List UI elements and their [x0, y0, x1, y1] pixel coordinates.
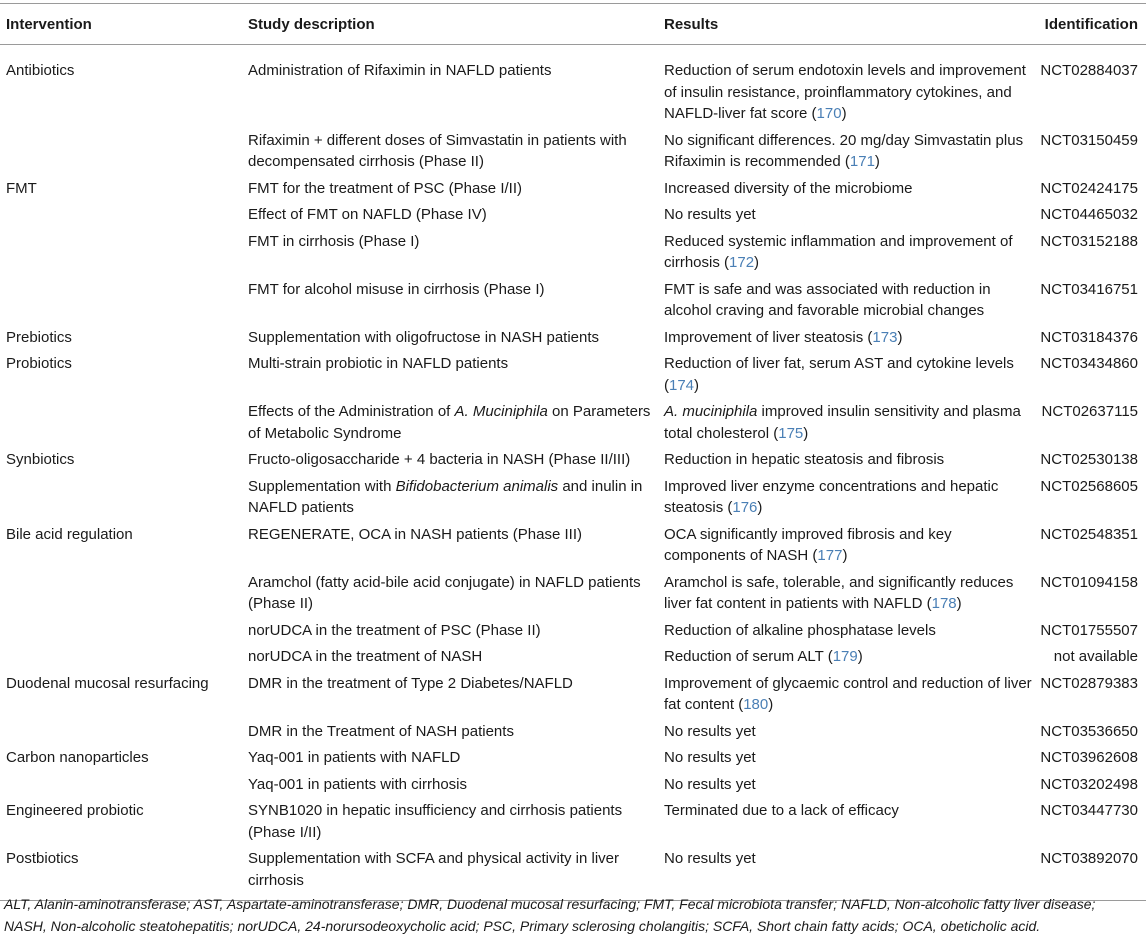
text-segment: Aramchol (fatty acid-bile acid conjugate) in NAFLD patients (Phase II): [248, 573, 641, 612]
cell-intervention: Antibiotics: [6, 62, 75, 79]
cell-identification: NCT02637115: [1041, 403, 1138, 420]
cell-results: [658, 620, 1036, 647]
text-segment: norUDCA in the treatment of PSC (Phase II): [248, 621, 541, 639]
table-row: [0, 747, 1146, 774]
cell-study-description: [242, 646, 658, 673]
text-segment: No results yet: [664, 722, 756, 740]
cell-intervention: [0, 401, 242, 449]
text-segment: Supplementation with: [248, 477, 396, 495]
text-segment: on Parameters of Metabolic Syndrome: [248, 403, 651, 442]
cell-identification: NCT03962608: [1040, 749, 1138, 766]
cell-intervention: [0, 721, 242, 748]
cell-results: [658, 673, 1036, 721]
cell-results: [658, 178, 1036, 205]
cell-study-description: [242, 231, 658, 279]
cell-results: [658, 721, 1036, 748]
cell-identification: NCT03434860: [1040, 355, 1138, 372]
text-segment: Reduction of serum endotoxin levels and improvement of insulin resistance, proinflammatory cytokines, and NAFLD-liver fat score (: [664, 62, 1026, 122]
text-segment: Reduction in hepatic steatosis and fibrosis: [664, 451, 945, 468]
text-segment: norUDCA in the treatment of NASH: [248, 648, 483, 665]
table-row: [0, 449, 1146, 476]
text-segment: REGENERATE, OCA in NASH patients (Phase III): [248, 525, 582, 543]
table-row: [0, 45, 1146, 130]
text-segment: SYNB1020 in hepatic insufficiency and cirrhosis patients (Phase I/II): [248, 802, 623, 841]
text-segment: Aramchol is safe, tolerable, and significantly reduces liver fat content in patients with NAFLD (: [664, 573, 1014, 612]
cell-study-description: [242, 449, 658, 476]
cell-study-description: [242, 353, 658, 401]
cell-identification: NCT02884037: [1040, 62, 1138, 79]
table-row: [0, 476, 1146, 524]
italic-text: A. Muciniphila: [454, 403, 548, 420]
cell-results: [658, 572, 1036, 620]
text-segment: Increased diversity of the microbiome: [664, 179, 913, 197]
header-intervention: Intervention: [0, 4, 242, 45]
text-segment: OCA significantly improved fibrosis and key components of NASH (: [664, 525, 952, 564]
text-segment: Reduction of alkaline phosphatase levels: [664, 621, 936, 639]
cell-intervention: [0, 279, 242, 327]
cell-study-description: [242, 572, 658, 620]
cell-identification: NCT02424175: [1040, 179, 1138, 197]
text-segment: Reduced systemic inflammation and improvement of cirrhosis (: [664, 232, 1013, 271]
header-study-description: Study description: [242, 4, 658, 45]
table-row: [0, 178, 1146, 205]
cell-results: [658, 449, 1036, 476]
reference-link[interactable]: 179: [832, 648, 858, 665]
cell-identification: NCT02879383: [1040, 674, 1138, 692]
table-row: [0, 353, 1146, 401]
cell-intervention: [0, 572, 242, 620]
cell-study-description: [242, 204, 658, 231]
cell-intervention: Synbiotics: [6, 451, 75, 468]
table-row: [0, 279, 1146, 327]
cell-intervention: [0, 620, 242, 647]
cell-intervention: Bile acid regulation: [6, 525, 133, 543]
text-segment: No significant differences. 20 mg/day Simvastatin plus Rifaximin is recommended (: [664, 131, 1024, 170]
reference-link[interactable]: 171: [849, 153, 875, 170]
text-segment: Effects of the Administration of: [248, 403, 455, 420]
cell-study-description: [242, 45, 658, 130]
table-row: [0, 231, 1146, 279]
cell-study-description: [242, 279, 658, 327]
clinical-trials-table: [0, 3, 1146, 900]
cell-identification: NCT03202498: [1040, 775, 1138, 793]
text-segment: Reduction of serum ALT (: [664, 648, 833, 665]
text-segment: Improvement of liver steatosis (: [664, 328, 873, 346]
cell-study-description: [242, 130, 658, 178]
cell-study-description: [242, 178, 658, 205]
text-segment: ): [874, 153, 880, 170]
table-row: [0, 204, 1146, 231]
cell-study-description: [242, 327, 658, 354]
text-segment: and inulin in NAFLD patients: [248, 477, 643, 516]
text-segment: Improvement of glycaemic control and reduction of liver fat content (: [664, 674, 1032, 713]
text-segment: improved insulin sensitivity and plasma total cholesterol (: [664, 403, 1021, 442]
cell-identification: not available: [1053, 648, 1138, 665]
cell-study-description: [242, 800, 658, 848]
text-segment: ): [694, 376, 700, 394]
text-segment: ): [842, 547, 848, 564]
cell-study-description: [242, 620, 658, 647]
table-footnote: ALT, Alanin-aminotransferase; AST, Aspartate-aminotransferase; DMR, Duodenal mucosal resurfacing; FMT, Fecal microbiota transfer; NAFLD, Non-alcoholic fatty liver disease; NASH, Non-alcoholic steatohepatitis; norUDCA, 24-norursodeoxycholic acid; PSC, Primary sclerosing cholangitis; SCFA, Short chain fatty acids; OCA, obeticholic acid.: [4, 896, 1096, 934]
cell-identification: NCT03152188: [1040, 232, 1138, 250]
text-segment: Yaq-001 in patients with NAFLD: [248, 749, 461, 766]
cell-identification: NCT04465032: [1040, 206, 1138, 223]
cell-identification: NCT02548351: [1040, 525, 1138, 543]
text-segment: ): [841, 105, 847, 122]
text-segment: No results yet: [664, 775, 756, 793]
table-row: [0, 327, 1146, 354]
text-segment: No results yet: [664, 850, 756, 867]
text-segment: Effect of FMT on NAFLD (Phase IV): [248, 206, 487, 223]
cell-results: [658, 774, 1036, 801]
table-row: [0, 401, 1146, 449]
cell-results: [658, 476, 1036, 524]
cell-results: [658, 747, 1036, 774]
table-row: [0, 130, 1146, 178]
text-segment: No results yet: [664, 749, 756, 766]
text-segment: FMT in cirrhosis (Phase I): [248, 232, 420, 250]
cell-identification: NCT03150459: [1040, 131, 1138, 149]
cell-intervention: Probiotics: [6, 355, 72, 372]
table-row: [0, 774, 1146, 801]
cell-intervention: [0, 231, 242, 279]
text-segment: FMT is safe and was associated with reduction in alcohol craving and favorable microbial changes: [664, 280, 991, 319]
cell-intervention: Engineered probiotic: [6, 802, 144, 819]
italic-text: A. muciniphila: [664, 403, 758, 420]
cell-intervention: [0, 774, 242, 801]
cell-study-description: [242, 673, 658, 721]
text-segment: ): [857, 648, 863, 665]
table-row: [0, 721, 1146, 748]
text-segment: ): [757, 499, 763, 516]
cell-results: [658, 45, 1036, 130]
text-segment: ): [768, 696, 774, 713]
text-segment: DMR in the Treatment of NASH patients: [248, 722, 514, 740]
reference-link[interactable]: 176: [732, 499, 758, 516]
reference-link[interactable]: 173: [872, 328, 898, 346]
cell-results: [658, 353, 1036, 401]
text-segment: Fructo-oligosaccharide + 4 bacteria in NASH (Phase II/III): [248, 451, 631, 468]
text-segment: Multi-strain probiotic in NAFLD patients: [248, 355, 509, 372]
reference-link[interactable]: 170: [816, 105, 842, 122]
cell-identification: NCT03892070: [1040, 850, 1138, 867]
reference-link[interactable]: 174: [669, 376, 695, 394]
cell-results: [658, 646, 1036, 673]
text-segment: Yaq-001 in patients with cirrhosis: [248, 775, 467, 793]
reference-link[interactable]: 178: [931, 595, 957, 612]
cell-intervention: Postbiotics: [6, 850, 79, 867]
text-segment: FMT for alcohol misuse in cirrhosis (Phase I): [248, 280, 545, 298]
cell-identification: NCT03184376: [1040, 328, 1138, 346]
cell-results: [658, 204, 1036, 231]
text-segment: No results yet: [664, 206, 756, 223]
text-segment: FMT for the treatment of PSC (Phase I/II): [248, 179, 522, 197]
cell-intervention: [0, 130, 242, 178]
cell-study-description: [242, 747, 658, 774]
header-results: Results: [658, 4, 1036, 45]
cell-results: [658, 231, 1036, 279]
text-segment: Administration of Rifaximin in NAFLD patients: [248, 62, 552, 79]
cell-intervention: [0, 476, 242, 524]
cell-intervention: [0, 646, 242, 673]
cell-identification: NCT01094158: [1040, 573, 1138, 591]
cell-study-description: [242, 774, 658, 801]
text-segment: DMR in the treatment of Type 2 Diabetes/NAFLD: [248, 674, 573, 692]
cell-results: [658, 401, 1036, 449]
cell-intervention: [0, 204, 242, 231]
text-segment: ): [897, 328, 903, 346]
italic-text: Bifidobacterium animalis: [395, 477, 559, 495]
table-row: [0, 524, 1146, 572]
cell-intervention: FMT: [6, 179, 37, 197]
cell-results: [658, 524, 1036, 572]
cell-results: [658, 327, 1036, 354]
table-body: [0, 45, 1146, 901]
text-segment: Supplementation with SCFA and physical activity in liver cirrhosis: [248, 850, 620, 889]
reference-link[interactable]: 175: [778, 424, 804, 442]
table-row: [0, 620, 1146, 647]
reference-link[interactable]: 180: [743, 696, 769, 713]
reference-link[interactable]: 172: [729, 254, 755, 271]
text-segment: ): [754, 254, 760, 271]
header-identification: Identification: [1036, 4, 1146, 45]
cell-identification: NCT02568605: [1040, 477, 1138, 495]
cell-study-description: [242, 721, 658, 748]
cell-identification: NCT02530138: [1040, 451, 1138, 468]
cell-study-description: [242, 401, 658, 449]
table-row: [0, 673, 1146, 721]
text-segment: ): [956, 595, 962, 612]
cell-intervention: Duodenal mucosal resurfacing: [6, 674, 209, 692]
cell-identification: NCT01755507: [1040, 621, 1138, 639]
cell-results: [658, 130, 1036, 178]
table-row: [0, 646, 1146, 673]
cell-identification: NCT03536650: [1040, 722, 1138, 740]
table-row: [0, 572, 1146, 620]
cell-results: [658, 800, 1036, 848]
table-row: [0, 800, 1146, 848]
text-segment: Rifaximin + different doses of Simvastatin in patients with decompensated cirrhosis (Phase II): [248, 131, 627, 170]
cell-intervention: Carbon nanoparticles: [6, 749, 149, 766]
text-segment: Reduction of liver fat, serum AST and cytokine levels (: [664, 355, 1014, 394]
text-segment: Improved liver enzyme concentrations and hepatic steatosis (: [664, 477, 999, 516]
reference-link[interactable]: 177: [817, 547, 843, 564]
text-segment: ): [803, 424, 809, 442]
cell-intervention: Prebiotics: [6, 328, 72, 346]
cell-results: [658, 279, 1036, 327]
text-segment: Terminated due to a lack of efficacy: [664, 802, 899, 819]
cell-identification: NCT03447730: [1040, 802, 1138, 819]
cell-study-description: [242, 524, 658, 572]
cell-identification: NCT03416751: [1040, 280, 1138, 298]
text-segment: Supplementation with oligofructose in NASH patients: [248, 328, 600, 346]
table-header-row: [0, 4, 1146, 45]
cell-study-description: [242, 476, 658, 524]
